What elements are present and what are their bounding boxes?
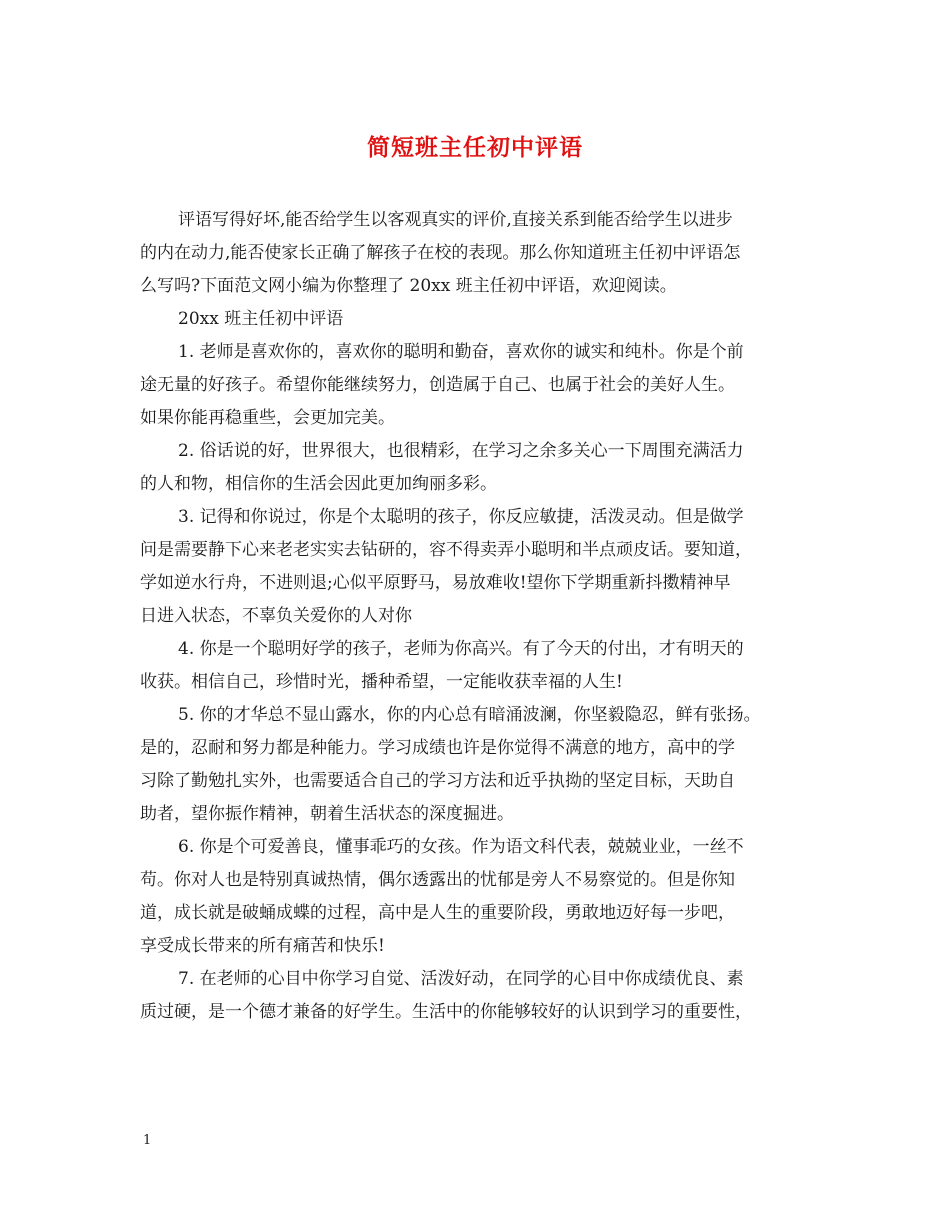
- document-title: 简短班主任初中评语: [367, 134, 583, 161]
- text-line: 质过硬，是一个德才兼备的好学生。生活中的你能够较好的认识到学习的重要性，: [140, 1002, 752, 1022]
- text-line: 7. 在老师的心目中你学习自觉、活泼好动，在同学的心目中你成绩优良、素: [178, 969, 744, 989]
- text-line: 收获。相信自己，珍惜时光，播种希望，一定能收获幸福的人生!: [140, 672, 623, 692]
- text-line: 如果你能再稳重些，会更加完美。: [140, 408, 395, 428]
- paragraph-comment-5: [140, 699, 820, 831]
- text-line: 日进入状态，不辜负关爱你的人对你: [140, 606, 412, 626]
- text-line: 途无量的好孩子。希望你能继续努力，创造属于自己、也属于社会的美好人生。: [140, 375, 735, 395]
- text-line: 3. 记得和你说过，你是个太聪明的孩子，你反应敏捷，活泼灵动。但是做学: [178, 507, 744, 527]
- text-line: 6. 你是个可爱善良，懂事乖巧的女孩。作为语文科代表，兢兢业业，一丝不: [178, 837, 744, 857]
- subheading-line: 20xx 班主任初中评语: [178, 309, 344, 329]
- paragraph-intro: [140, 204, 820, 303]
- document-body: [140, 204, 820, 1029]
- text-line: 苟。你对人也是特别真诚热情，偶尔透露出的忧郁是旁人不易察觉的。但是你知: [140, 870, 735, 890]
- text-line: 是的，忍耐和努力都是种能力。学习成绩也许是你觉得不满意的地方，高中的学: [140, 738, 735, 758]
- text-line: 道，成长就是破蛹成蝶的过程，高中是人生的重要阶段，勇敢地迈好每一步吧，: [140, 903, 735, 923]
- text-line: 5. 你的才华总不显山露水，你的内心总有暗涌波澜，你坚毅隐忍，鲜有张扬。: [178, 705, 761, 725]
- page-number: 1: [143, 1133, 152, 1148]
- paragraph-comment-1: [140, 336, 820, 435]
- text-line: 4. 你是一个聪明好学的孩子，老师为你高兴。有了今天的付出，才有明天的: [178, 639, 744, 659]
- paragraph-comment-2: [140, 435, 820, 501]
- text-line: 评语写得好坏,能否给学生以客观真实的评价,直接关系到能否给学生以进步: [178, 210, 733, 230]
- text-line: 习除了勤勉扎实外，也需要适合自己的学习方法和近乎执拗的坚定目标，天助自: [140, 771, 735, 791]
- text-line: 2. 俗话说的好，世界很大，也很精彩，在学习之余多关心一下周围充满活力: [178, 441, 744, 461]
- text-line: 的人和物，相信你的生活会因此更加绚丽多彩。: [140, 474, 497, 494]
- text-line: 的内在动力,能否使家长正确了解孩子在校的表现。那么你知道班主任初中评语怎: [140, 243, 741, 263]
- text-line: 享受成长带来的所有痛苦和快乐!: [140, 936, 385, 956]
- paragraph-subheading: [140, 303, 820, 336]
- text-line: 么写吗?下面范文网小编为你整理了 20xx 班主任初中评语，欢迎阅读。: [140, 276, 677, 296]
- text-line: 1. 老师是喜欢你的，喜欢你的聪明和勤奋，喜欢你的诚实和纯朴。你是个前: [178, 342, 744, 362]
- paragraph-comment-7: [140, 963, 820, 1029]
- paragraph-comment-3: [140, 501, 820, 633]
- text-line: 助者，望你振作精神，朝着生活状态的深度掘进。: [140, 804, 514, 824]
- text-line: 学如逆水行舟，不进则退;心似平原野马，易放难收!望你下学期重新抖擞精神早: [140, 573, 731, 593]
- paragraph-comment-6: [140, 831, 820, 963]
- paragraph-comment-4: [140, 633, 820, 699]
- text-line: 问是需要静下心来老老实实去钻研的，容不得卖弄小聪明和半点顽皮话。要知道，: [140, 540, 752, 560]
